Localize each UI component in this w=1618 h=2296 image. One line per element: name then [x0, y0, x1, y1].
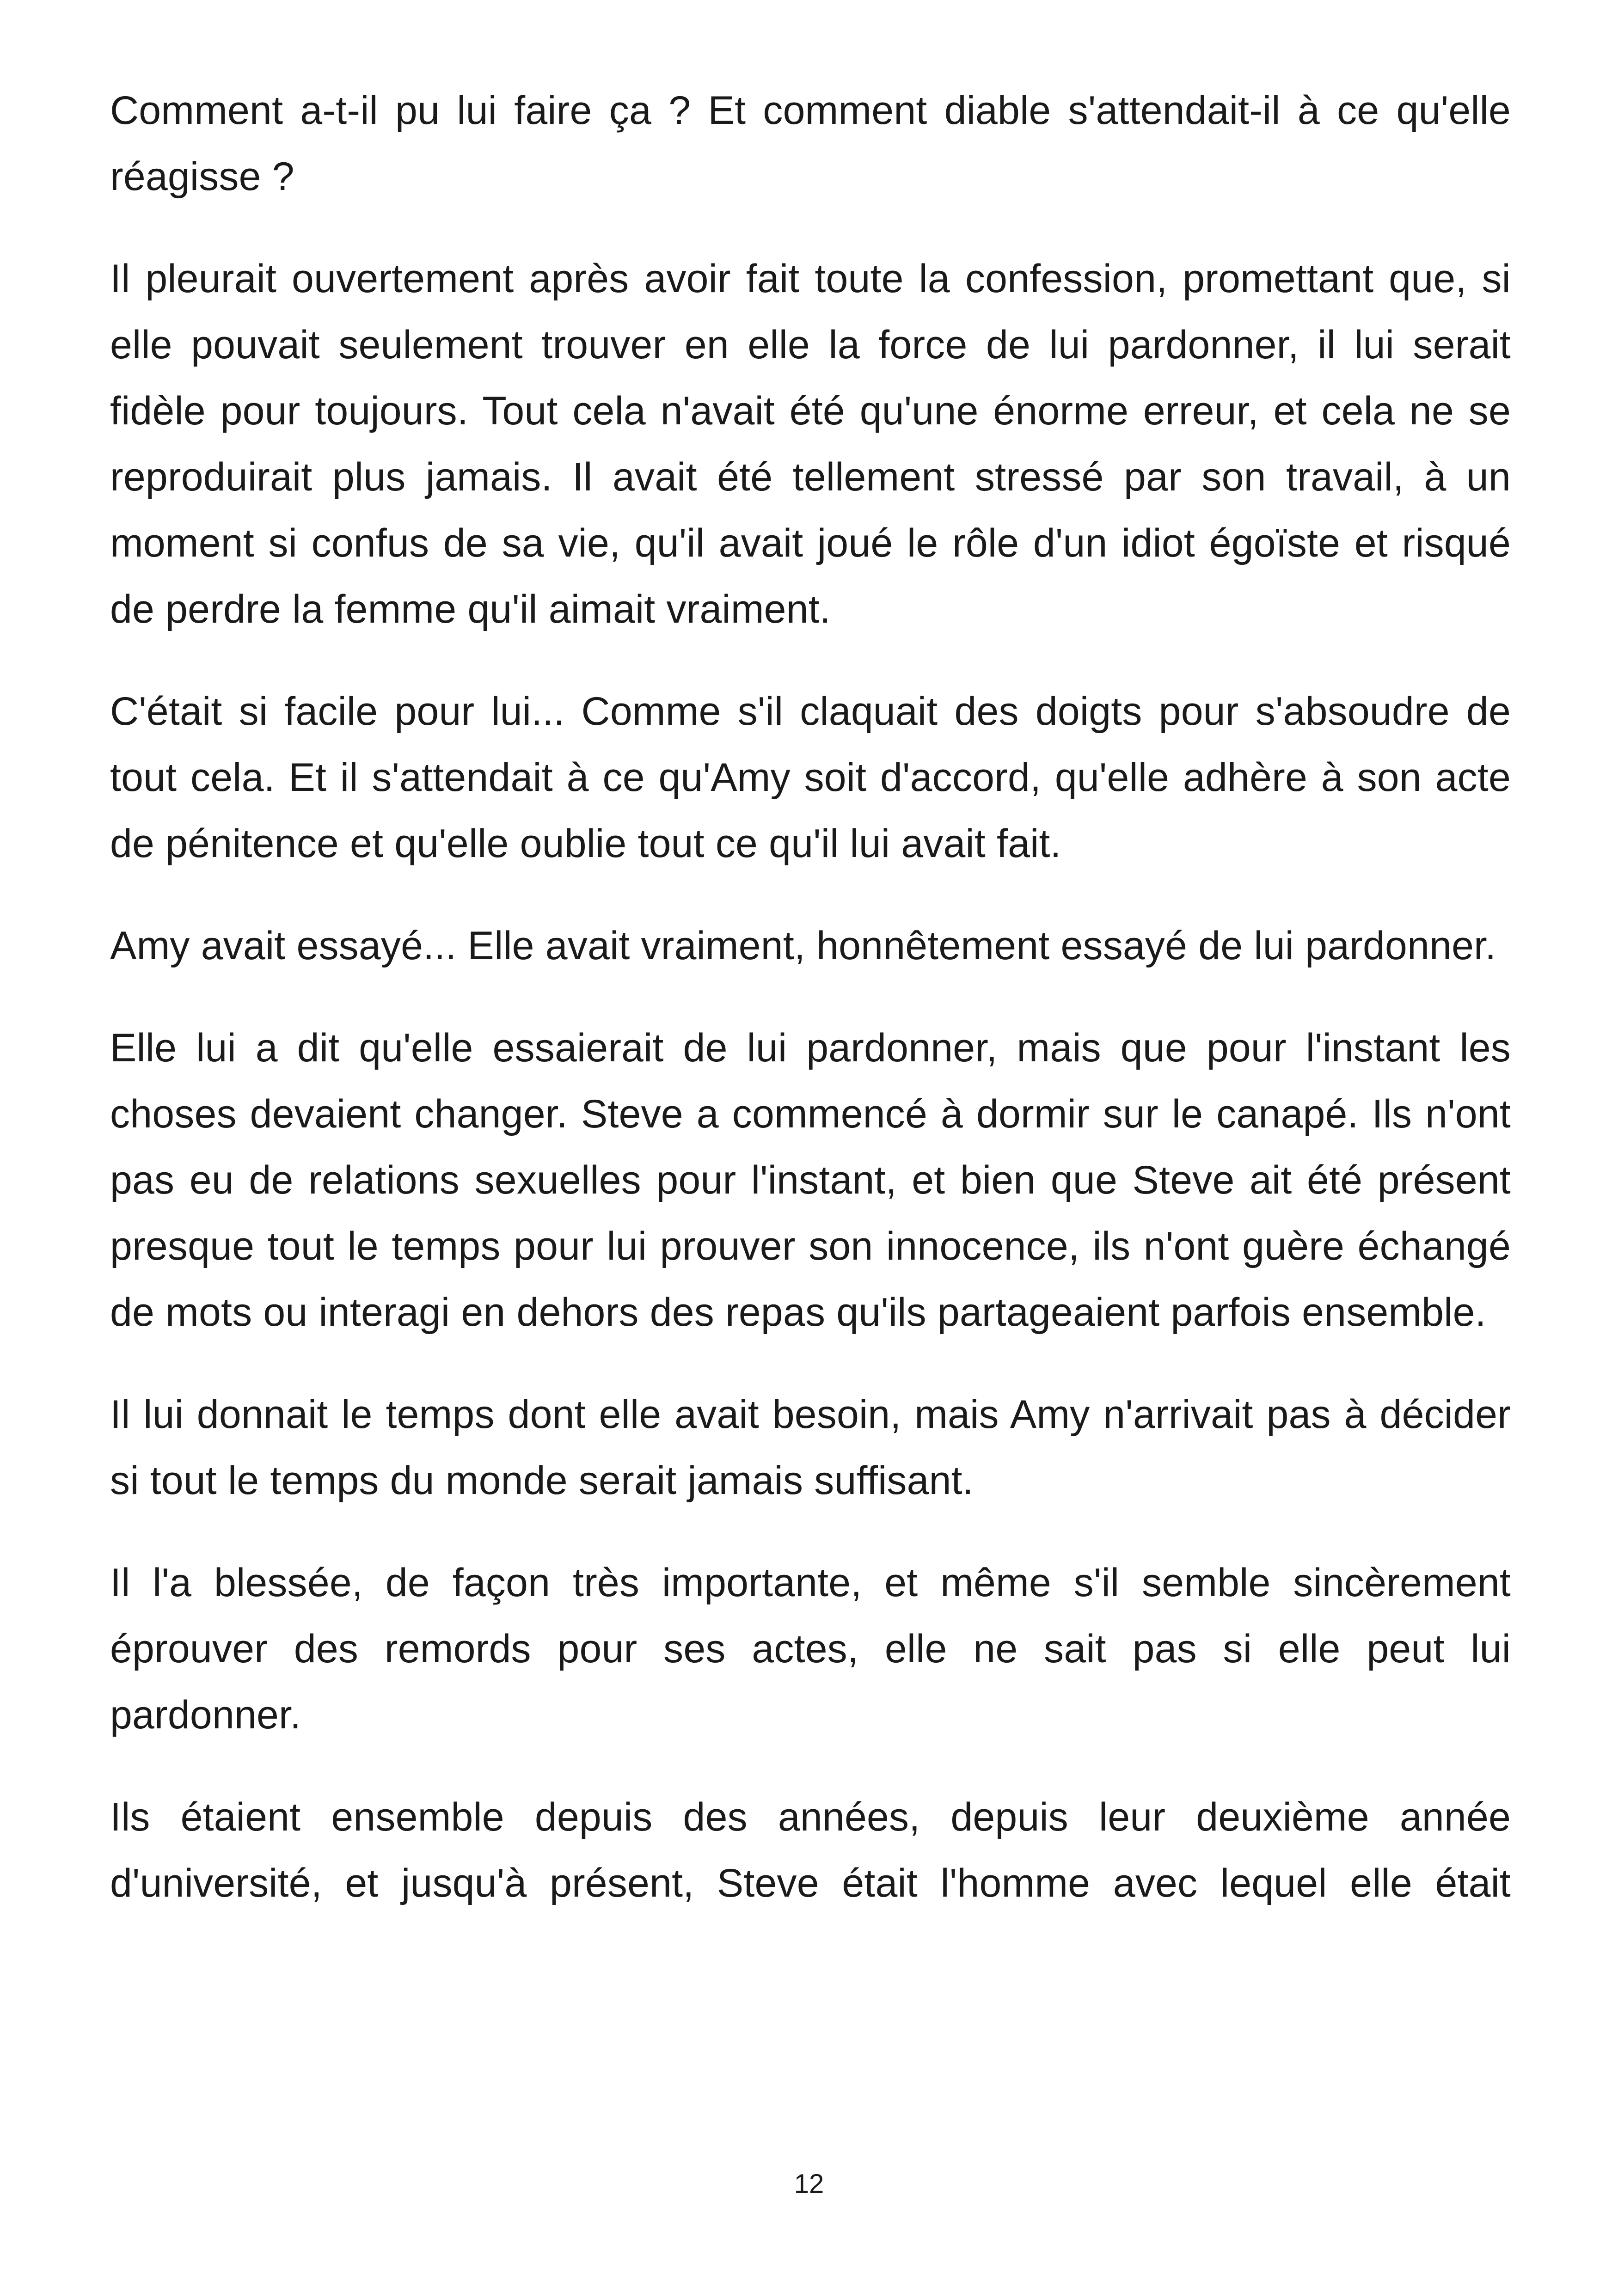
body-text [110, 78, 1511, 1916]
paragraph-3: C'était si facile pour lui... Comme s'il claquait des doigts pour s'absoudre de tout cela. Et il s'attendait à ce qu'Amy soit d'accord, qu'elle adhère à son acte de pénitence et qu'elle oublie tout ce qu'il lui avait fait. [110, 689, 1511, 866]
paragraph-1: Comment a-t-il pu lui faire ça ? Et comment diable s'attendait-il à ce qu'elle réagisse ? [110, 88, 1511, 199]
paragraph-6: Il lui donnait le temps dont elle avait besoin, mais Amy n'arrivait pas à décider si tout le temps du monde serait jamais suffisant. [110, 1392, 1511, 1503]
paragraph-5: Elle lui a dit qu'elle essaierait de lui pardonner, mais que pour l'instant les choses devaient changer. Steve a commencé à dormir sur le canapé. Ils n'ont pas eu de relations sexuelles pour l'instant, et bien que Steve ait été présent presque tout le temps pour lui prouver son innocence, ils n'ont guère échangé de mots ou interagi en dehors des repas qu'ils partageaient parfois ensemble. [110, 1026, 1511, 1335]
paragraph-2: Il pleurait ouvertement après avoir fait toute la confession, promettant que, si elle pouvait seulement trouver en elle la force de lui pardonner, il lui serait fidèle pour toujours. Tout cela n'avait été qu'une énorme erreur, et cela ne se reproduirait plus jamais. Il avait été tellement stressé par son travail, à un moment si confus de sa vie, qu'il avait joué le rôle d'un idiot égoïste et risqué de perdre la femme qu'il aimait vraiment. [110, 257, 1511, 631]
paragraph-8: Ils étaient ensemble depuis des années, depuis leur deuxième année d'université, et jusqu'à présent, Steve était l'homme avec lequel elle était [110, 1795, 1511, 1905]
page-number: 12 [794, 2169, 824, 2199]
paragraph-4: Amy avait essayé... Elle avait vraiment, honnêtement essayé de lui pardonner. [110, 924, 1496, 968]
paragraph-7: Il l'a blessée, de façon très importante, et même s'il semble sincèrement éprouver des remords pour ses actes, elle ne sait pas si elle peut lui pardonner. [110, 1561, 1511, 1737]
